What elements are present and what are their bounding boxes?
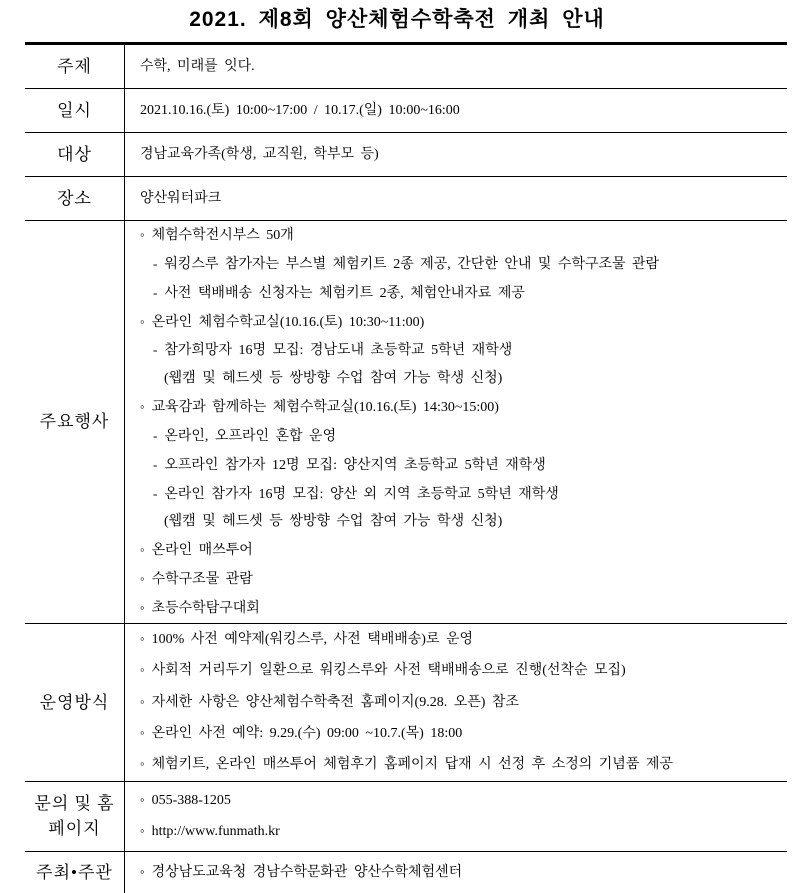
content-line: [140, 393, 777, 422]
circle-bullet-icon: ◦: [140, 792, 145, 808]
dash-bullet-icon: -: [153, 284, 158, 300]
content-line: [140, 594, 777, 623]
row-label: 주제: [25, 45, 125, 88]
row-content: [125, 782, 787, 851]
content-line: [140, 565, 777, 594]
content-line: [140, 718, 777, 749]
content-line: [140, 785, 777, 816]
line-text: 온라인 사전 예약: 9.29.(수) 09:00 ~10.7.(목) 18:00: [151, 726, 463, 742]
content-line: [140, 749, 777, 780]
row-content: [125, 221, 787, 623]
content-line: [140, 221, 777, 250]
content-line: [140, 308, 777, 337]
line-text: 워킹스루 참가자는 부스별 체험키트 2종 제공, 간단한 안내 및 수학구조물 관람: [164, 256, 660, 272]
line-text: 체험키트, 온라인 매쓰투어 체험후기 홈페이지 답재 시 선정 후 소정의 기념품 제공: [151, 757, 673, 773]
line-text: 100% 사전 예약제(워킹스루, 사전 택배배송)로 운영: [151, 631, 474, 647]
dash-bullet-icon: -: [153, 427, 158, 443]
line-text: 체험수학전시부스 50개: [151, 228, 294, 243]
line-text: 온라인 참가자 16명 모집: 양산 외 지역 초등학교 5학년 재학생: [164, 486, 559, 502]
circle-bullet-icon: ◦: [140, 227, 145, 242]
line-text: 사회적 거리두기 일환으로 워킹스루와 사전 택배배송으로 진행(선착순 모집): [151, 663, 626, 679]
row-label: 문의 및 홈페이지: [25, 782, 125, 851]
row-label: 운영방식: [25, 624, 125, 781]
content-line: [140, 624, 777, 655]
dash-bullet-icon: -: [153, 255, 158, 271]
circle-bullet-icon: ◦: [140, 662, 145, 678]
content-line: [140, 250, 777, 279]
document-page: [0, 6, 794, 882]
content-line: [140, 536, 777, 565]
line-text: 온라인 체험수학교실(10.16.(토) 10:30~11:00): [151, 314, 425, 330]
circle-bullet-icon: ◦: [140, 823, 145, 839]
table-row-host: [25, 852, 787, 893]
table-row-datetime: [25, 89, 787, 133]
dash-bullet-icon: -: [153, 485, 158, 501]
row-content: [125, 133, 787, 176]
row-label: 주최•주관: [25, 852, 125, 893]
row-content: [125, 624, 787, 781]
content-line: [140, 97, 777, 125]
table-row-main-events: [25, 221, 787, 624]
circle-bullet-icon: ◦: [140, 313, 145, 329]
row-content: [125, 45, 787, 88]
table-row-contact: [25, 782, 787, 852]
table-row-audience: [25, 133, 787, 177]
row-content: [125, 177, 787, 220]
circle-bullet-icon: ◦: [140, 756, 145, 772]
page-title: 2021. 제8회 양산체험수학축전 개최 안내: [189, 8, 605, 31]
line-text: 경남교육가족(학생, 교직원, 학부모 등): [140, 146, 379, 162]
circle-bullet-icon: ◦: [140, 599, 145, 615]
table-row-venue: [25, 177, 787, 221]
content-line: [140, 858, 777, 887]
row-label: 주요행사: [25, 221, 125, 623]
line-text: 수학, 미래를 잇다.: [140, 58, 255, 74]
circle-bullet-icon: ◦: [140, 630, 145, 646]
content-line: [140, 336, 777, 365]
circle-bullet-icon: ◦: [140, 725, 145, 741]
line-text: 교육감과 함께하는 체험수학교실(10.16.(토) 14:30~15:00): [151, 400, 499, 416]
circle-bullet-icon: ◦: [140, 863, 145, 879]
line-text: 온라인, 오프라인 혼합 운영: [164, 428, 337, 444]
circle-bullet-icon: ◦: [140, 571, 145, 587]
content-line: [140, 451, 777, 480]
row-label: 장소: [25, 177, 125, 220]
table-row-topic: [25, 45, 787, 89]
content-line: [140, 53, 777, 81]
content-line: [140, 422, 777, 451]
table-row-operation: [25, 624, 787, 782]
line-text: 사전 택배배송 신청자는 체험키트 2종, 체험안내자료 제공: [164, 285, 525, 301]
content-line: [140, 141, 777, 169]
row-label: 대상: [25, 133, 125, 176]
circle-bullet-icon: ◦: [140, 693, 145, 709]
line-text: 오프라인 참가자 12명 모집: 양산지역 초등학교 5학년 재학생: [164, 457, 546, 473]
line-text: 온라인 매쓰투어: [151, 543, 253, 559]
content-line: [140, 816, 777, 847]
circle-bullet-icon: ◦: [140, 399, 145, 415]
content-line: [140, 480, 777, 509]
content-line: [140, 365, 777, 393]
line-text: 경상남도교육청 경남수학문화관 양산수학체험센터: [151, 864, 463, 880]
line-text: http://www.funmath.kr: [151, 824, 280, 840]
line-text: 초등수학탐구대회: [151, 600, 260, 616]
content-line: [140, 185, 777, 213]
content-line: [140, 279, 777, 308]
announcement-table: [25, 42, 787, 893]
circle-bullet-icon: ◦: [140, 542, 145, 558]
content-line: [140, 508, 777, 536]
line-text: 수학구조물 관람: [151, 572, 253, 588]
dash-bullet-icon: -: [153, 456, 158, 472]
line-text: 055-388-1205: [151, 793, 231, 809]
row-content: [125, 89, 787, 132]
content-line: [140, 655, 777, 686]
line-text: 참가희망자 16명 모집: 경남도내 초등학교 5학년 재학생: [164, 343, 513, 359]
line-text: (웹캠 및 헤드셋 등 쌍방향 수업 참여 가능 학생 신청): [164, 371, 503, 387]
row-label: 일시: [25, 89, 125, 132]
dash-bullet-icon: -: [153, 342, 158, 358]
line-text: 자세한 사항은 양산체험수학축전 홈페이지(9.28. 오픈) 참조: [151, 694, 519, 710]
line-text: 양산워터파크: [140, 190, 222, 206]
row-content: [125, 852, 787, 893]
content-line: [140, 687, 777, 718]
line-text: 2021.10.16.(토) 10:00~17:00 / 10.17.(일) 10:00~16:00: [140, 102, 460, 118]
line-text: (웹캠 및 헤드셋 등 쌍방향 수업 참여 가능 학생 신청): [164, 514, 503, 530]
